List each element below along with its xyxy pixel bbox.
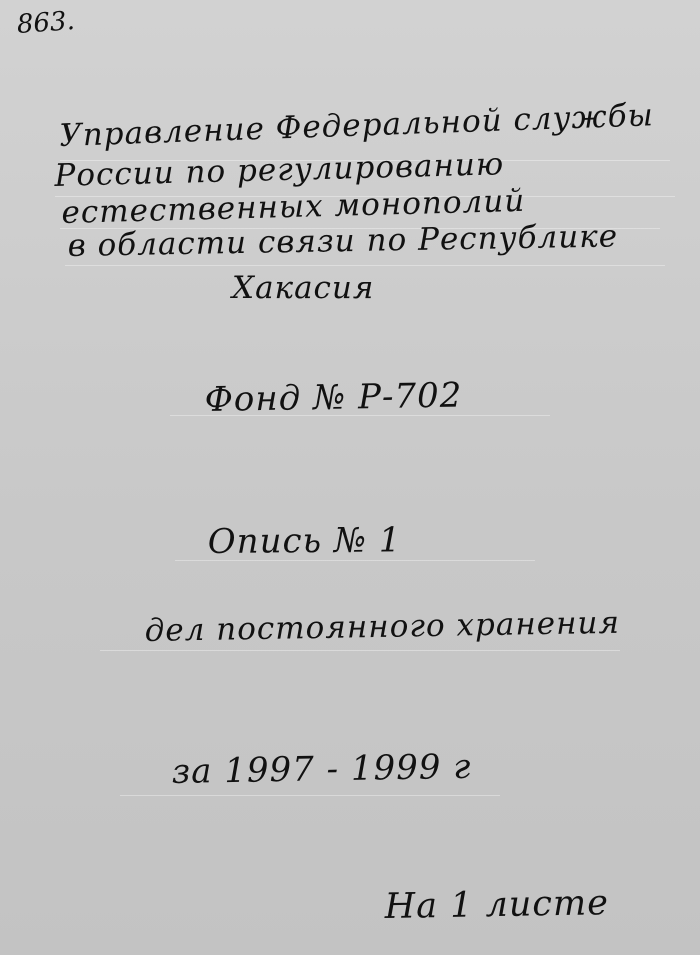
date-range: за 1997 - 1999 г [171, 746, 472, 792]
inventory-number: Опись № 1 [207, 520, 402, 562]
sheet-count: На 1 листе [384, 883, 610, 927]
title-line-1: Управление Федеральной службы [58, 97, 655, 154]
ruled-line [120, 795, 500, 796]
title-line-5: Хакасия [232, 270, 375, 306]
title-line-2: России по регулированию [54, 146, 505, 194]
storage-type: дел постоянного хранения [144, 604, 621, 649]
ruled-line [65, 265, 665, 266]
title-line-4: в области связи по Республике [67, 218, 619, 264]
archive-sheet-number: 863. [15, 6, 76, 41]
fond-number: Фонд № Р-702 [204, 375, 463, 420]
title-line-3: естественных монополий [61, 182, 526, 231]
ruled-line [100, 650, 620, 651]
